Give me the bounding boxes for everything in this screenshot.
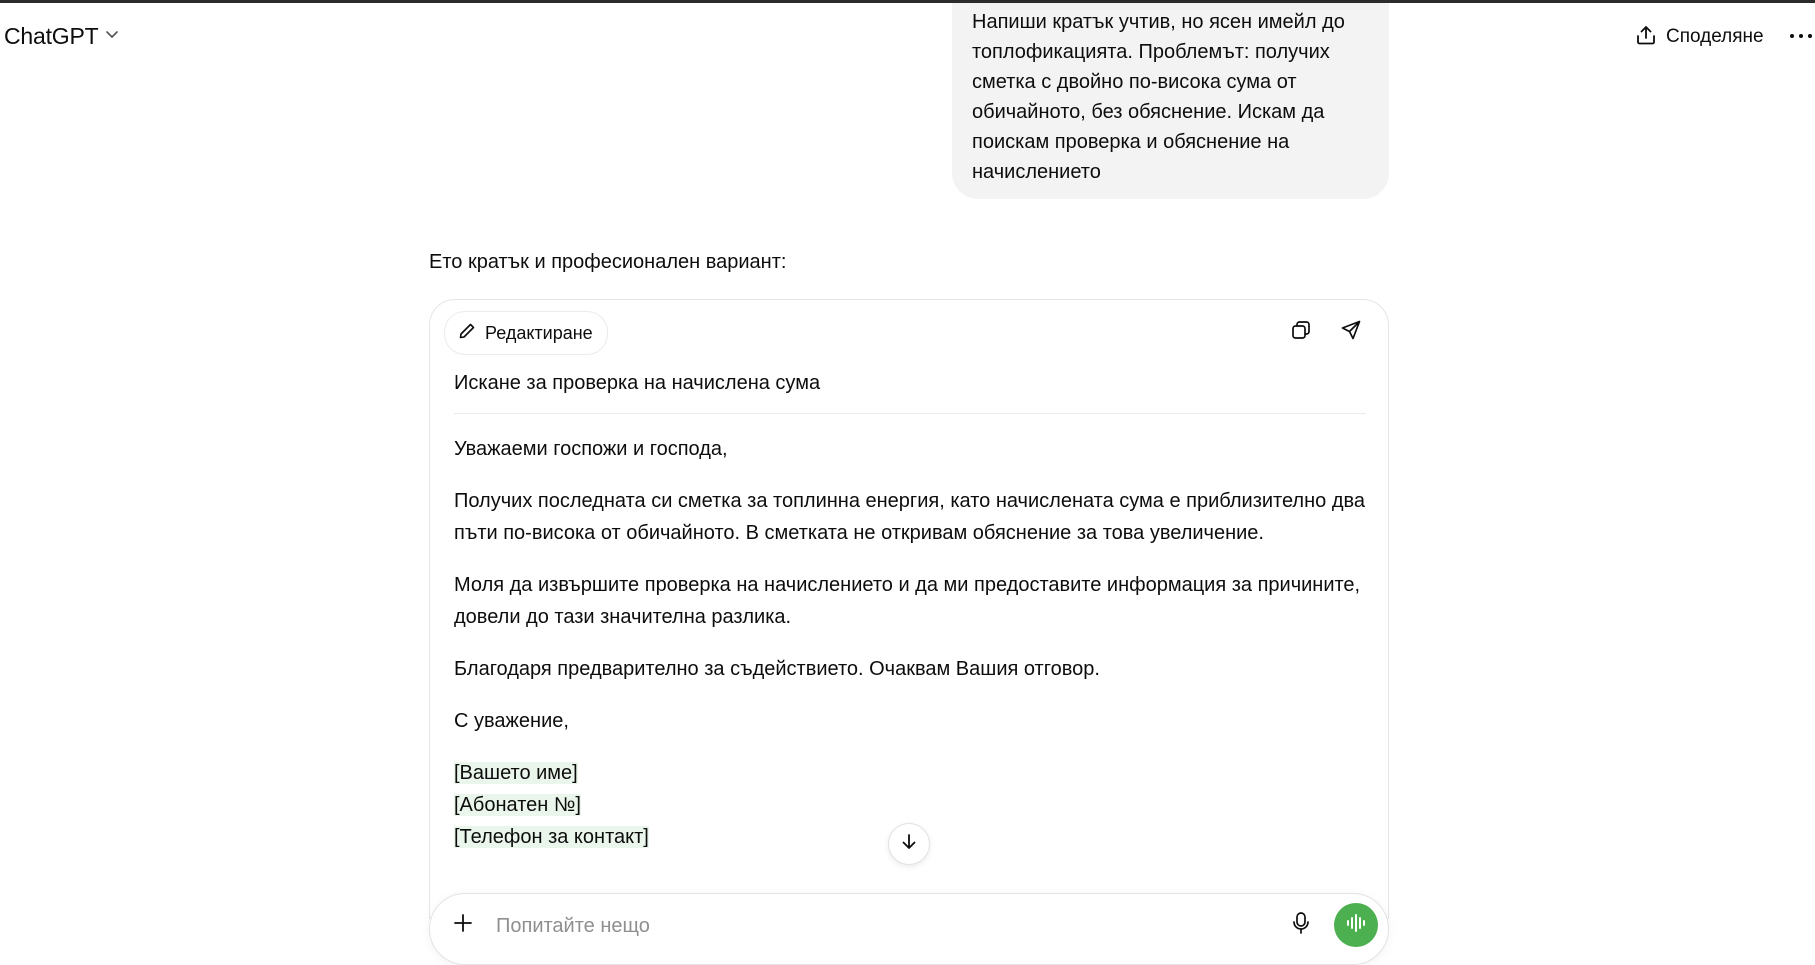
voice-mode-button[interactable] [1334,903,1378,947]
window-top-border [0,0,1815,3]
edit-button[interactable] [444,311,608,355]
email-paragraph: Моля да извършите проверка на начислението и да ми предоставите информация за причините, довели до тази значителна разлика. [454,574,1361,628]
assistant-intro: Ето кратък и професионален вариант: [429,251,787,273]
message-composer [429,893,1389,965]
signature-placeholder-name: [Вашето име] [454,762,578,784]
add-attachment-button[interactable] [448,910,478,940]
subject-divider [454,413,1366,414]
share-icon [1634,23,1658,52]
signature-placeholder-phone: [Телефон за контакт] [454,826,649,848]
scroll-to-bottom-button[interactable] [888,823,930,865]
prompt-input[interactable] [494,910,1258,942]
plus-icon [452,912,474,939]
email-paragraph: Благодаря предварително за съдействието. Очаквам Вашия отговор. [454,658,1100,680]
copy-button[interactable] [1285,316,1317,348]
pencil-icon [457,321,477,346]
model-selector[interactable] [4,23,120,50]
email-subject: Искане за проверка на начислена сума [454,372,821,394]
microphone-icon [1290,911,1312,940]
share-button[interactable] [1634,19,1764,55]
email-paragraph: Получих последната си сметка за топлинна енергия, като начислената сума е приблизително два пъти по-висока от обичайното. В сметката не откривам обяснение за това увеличение. [454,490,1366,544]
arrow-down-icon [898,831,920,858]
send-icon [1339,318,1363,347]
edit-label: Редактиране [485,322,593,343]
share-label: Споделяне [1666,26,1764,47]
email-body [454,433,1366,873]
app-title: ChatGPT [4,23,99,49]
copy-icon [1289,318,1313,347]
send-email-button[interactable] [1335,316,1367,348]
more-options-button[interactable] [1786,20,1815,52]
chevron-down-icon [104,26,120,47]
signature-placeholder-account: [Абонатен №] [454,794,581,816]
email-closing: С уважение, [454,710,569,732]
more-icon [1789,27,1813,45]
user-message: Напиши кратък учтив, но ясен имейл до топлофикацията. Проблемът: получих сметка с двойно по-висока сума от обичайното, без обяснение. Искам да поискам проверка и обяснение на начислението [952,3,1389,199]
email-greeting: Уважаеми госпожи и господа, [454,438,728,460]
dictate-button[interactable] [1286,910,1316,940]
voice-waveform-icon [1344,911,1368,940]
